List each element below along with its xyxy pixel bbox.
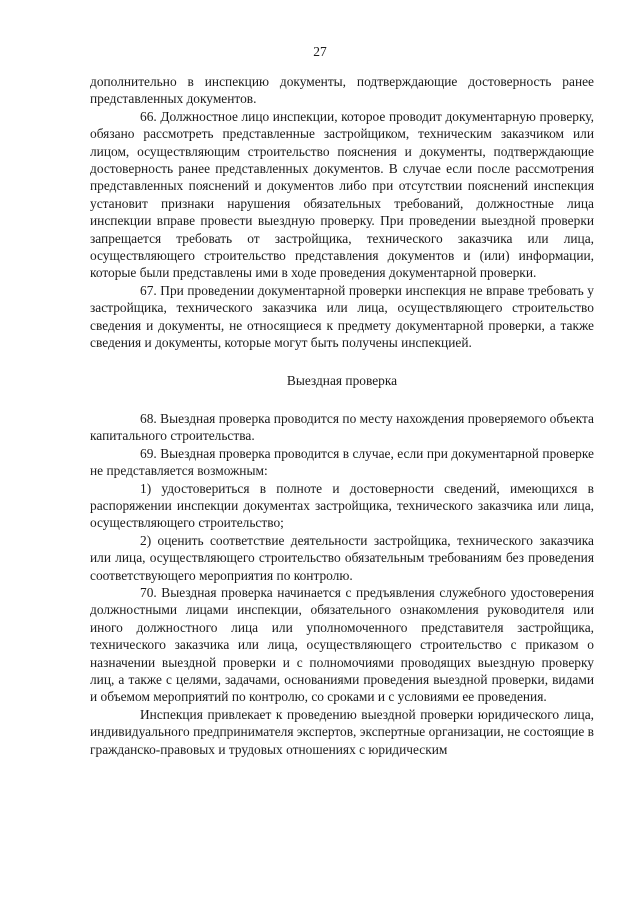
list-item-2: 2) оценить соответствие деятельности застройщика, технического заказчика или лица, осуществляющего строительство обязательным требованиям без проведения соответствующего мероприятия по контролю. bbox=[90, 532, 594, 583]
list-item-1: 1) удостовериться в полноте и достоверности сведений, имеющихся в распоряжении инспекции документах застройщика, технического заказчика или лица, осуществляющего строительство; bbox=[90, 480, 594, 531]
paragraph-69: 69. Выездная проверка проводится в случае, если при документарной проверке не представляется возможным: bbox=[90, 445, 594, 479]
page-number: 27 bbox=[313, 44, 327, 59]
paragraph-66: 66. Должностное лицо инспекции, которое проводит документарную проверку, обязано рассмотреть представленные застройщиком, техническим заказчиком или лицом, осуществляющим строительство пояснения и документы, подтверждающие достоверность ранее представленных документов. В случае если после рассмотрения представленных пояснений и документов либо при отсутствии пояснений инспекция установит признаки нарушения обязательных требований, должностные лица инспекции вправе провести выездную проверку. При проведении выездной проверки запрещается требовать от застройщика, технического заказчика или лица, осуществляющего строительство представления документов и (или) информации, которые были представлены ими в ходе проведения документарной проверки. bbox=[90, 108, 594, 281]
paragraph-68: 68. Выездная проверка проводится по месту нахождения проверяемого объекта капитального строительства. bbox=[90, 410, 594, 444]
paragraph-70: 70. Выездная проверка начинается с предъявления служебного удостоверения должностными лицами инспекции, обязательного ознакомления руководителя или иного должностного лица или уполномоченного представителя застройщика, технического заказчика или лица, осуществляющего строительство с приказом о назначении выездной проверки и с полномочиями проводящих выездную проверку лиц, а также с целями, задачами, основаниями проведения выездной проверки, видами и объемом мероприятий по контролю, со сроками и с условиями ее проведения. bbox=[90, 584, 594, 705]
paragraph-continuation: дополнительно в инспекцию документы, подтверждающие достоверность ранее представленных документов. bbox=[90, 74, 594, 107]
paragraph-67: 67. При проведении документарной проверки инспекция не вправе требовать у застройщика, технического заказчика или лица, осуществляющего строительство сведения и документы, не относящиеся к предмету документарной проверки, а также сведения и документы, которые могут быть получены инспекцией. bbox=[90, 282, 594, 351]
section-heading: Выездная проверка bbox=[286, 372, 398, 388]
paragraph-experts: Инспекция привлекает к проведению выездной проверки юридического лица, индивидуального предпринимателя экспертов, экспертные организации, не состоящие в гражданско-правовых и трудовых отношениях с юридическим bbox=[90, 706, 594, 757]
document-body bbox=[90, 73, 594, 758]
